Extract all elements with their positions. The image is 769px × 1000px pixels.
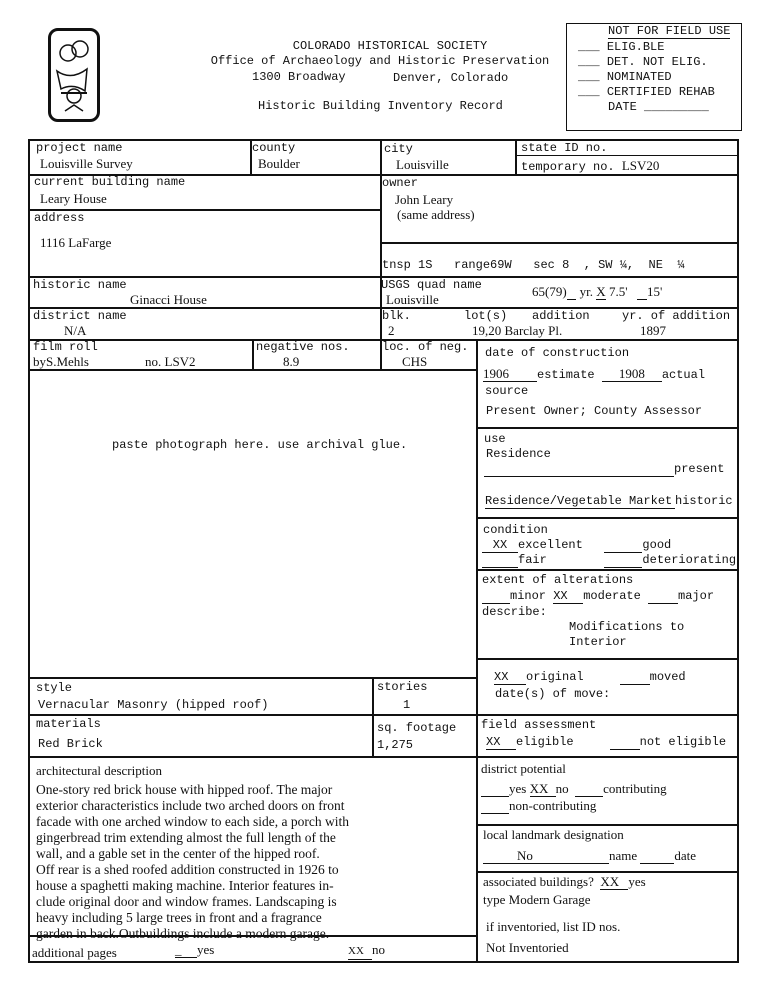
office-use-title: NOT FOR FIELD USE [608,24,731,38]
inventoried-value: Not Inventoried [486,940,569,955]
film-roll-no: no. LSV2 [145,354,196,369]
address-label: address [34,211,85,225]
materials-label: materials [36,717,101,731]
stories-value: 1 [403,698,411,712]
society-logo-figures-icon [51,31,97,119]
stories-label: stories [377,680,428,694]
tnsp-row: tnsp 1S range69W sec 8 , SW ¼, NE ¼ [382,258,685,272]
condition-row2: fair deteriorating [482,553,736,568]
field-assessment-row: XX eligible not eligible [486,735,727,749]
society-logo [48,28,100,122]
lot-addition-value: 19,20 Barclay Pl. [472,323,563,338]
form-title: Historic Building Inventory Record [258,99,503,113]
construction-dates: 1906 estimate 1908 actual [483,366,706,382]
state-id-label: state ID no. [521,141,608,155]
construction-label: date of construction [485,346,630,360]
arch-desc-label: architectural description [36,763,162,778]
use-present-line: present [484,462,724,477]
landmark-row: No name date [483,848,696,864]
blk-value: 2 [388,323,395,338]
film-roll-label: film roll [33,340,98,354]
alterations-desc-1: Modifications to [569,620,685,634]
owner-label: owner [382,176,419,190]
usgs-value: Louisville [386,292,439,307]
use-present-value: Residence [486,447,551,461]
non-contributing-row: non-contributing [481,798,596,814]
district-value: N/A [64,323,87,338]
blk-label: blk. [382,309,411,323]
district-label: district name [33,309,127,323]
city-value: Louisville [396,157,449,172]
city-label: city [384,142,413,156]
original-row: XX original moved [494,670,686,684]
county-label: county [252,141,296,155]
historic-name-label: historic name [33,278,127,292]
office-street: 1300 Broadway [252,70,346,84]
addition-label: addition [532,309,590,323]
alterations-desc-2: Interior [569,635,627,649]
office-name: Office of Archaeology and Historic Preservation [210,54,550,68]
additional-yes: _ yes [175,942,215,957]
temporary-no-value: LSV20 [621,158,660,173]
arch-desc-text: One-story red brick house with hipped roof. The major exterior characteristics include two arched doors on front facade with one arched window to each side, a porch with gingerbread trim extending almost the full length of the wall, and a gable set in the center of the hipped roof. Off rear is a shed roofed addition constructed in 1926 to house a spaghetti making machine. Interior features in- clude original door and window frames. Landscaping is heavy including 5 large trees in front and a fragrance garden in back.Outbuildings include a modern garage. [36,782,350,941]
office-use-rehab: ___ CERTIFIED REHAB [578,85,715,99]
current-name-value: Leary House [40,191,107,206]
office-use-nominated: ___ NOMINATED [578,70,672,84]
org-name: COLORADO HISTORICAL SOCIETY [292,39,488,53]
historic-name-value: Ginacci House [130,292,207,307]
describe-label: describe: [482,605,547,619]
style-label: style [36,681,73,695]
current-name-label: current building name [34,175,186,189]
source-value: Present Owner; County Assessor [486,404,703,418]
loc-neg-value: CHS [402,354,428,369]
owner-address: (same address) [397,207,475,222]
alterations-label: extent of alterations [482,573,634,587]
style-value: Vernacular Masonry (hipped roof) [38,698,269,712]
sqft-label: sq. footage [377,721,457,735]
condition-label: condition [483,523,548,537]
project-name-value: Louisville Survey [40,156,133,171]
alterations-row: minor XX moderate major [482,589,714,604]
field-assessment-label: field assessment [481,718,597,732]
project-name-label: project name [36,141,123,155]
sqft-value: 1,275 [377,738,414,752]
inventoried-label: if inventoried, list ID nos. [486,919,621,934]
yr-addition-value: 1897 [640,323,666,338]
photo-instructions: paste photograph here. use archival glue. [112,438,408,452]
office-use-date: DATE _________ [608,100,709,114]
materials-value: Red Brick [38,737,103,751]
usgs-year-row: 65(79) yr. X 7.5' 15' [532,284,663,299]
film-roll-by: byS.Mehls [33,354,89,369]
associated-type: type Modern Garage [483,892,591,907]
negative-label: negative nos. [256,340,350,354]
use-label: use [484,432,506,446]
usgs-label: USGS quad name [381,278,482,292]
additional-pages-label: additional pages [32,945,117,960]
source-label: source [485,384,529,398]
landmark-label: local landmark designation [483,827,624,842]
temporary-no-label: temporary no. LSV20 [521,158,660,174]
office-use-elig: ___ ELIG.BLE [578,40,665,54]
loc-neg-label: loc. of neg. [382,340,469,354]
additional-no: XX no [348,942,385,960]
owner-name: John Leary [395,192,454,207]
lot-label: lot(s) [464,309,508,323]
negative-value: 8.9 [283,354,300,369]
office-use-det: ___ DET. NOT ELIG. [578,55,708,69]
associated-label: associated buildings? XX yes [483,874,646,889]
condition-row1: XX excellent good [482,538,671,553]
district-potential-row: yes XX no contributing [481,781,667,797]
county-value: Boulder [258,156,300,171]
yr-addition-label: yr. of addition [622,309,731,323]
address-value: 1116 LaFarge [40,235,112,250]
move-dates-label: date(s) of move: [495,687,611,701]
office-city: Denver, Colorado [393,71,509,85]
use-historic-line: Residence/Vegetable Market historic [485,494,733,508]
district-potential-label: district potential [481,761,566,776]
